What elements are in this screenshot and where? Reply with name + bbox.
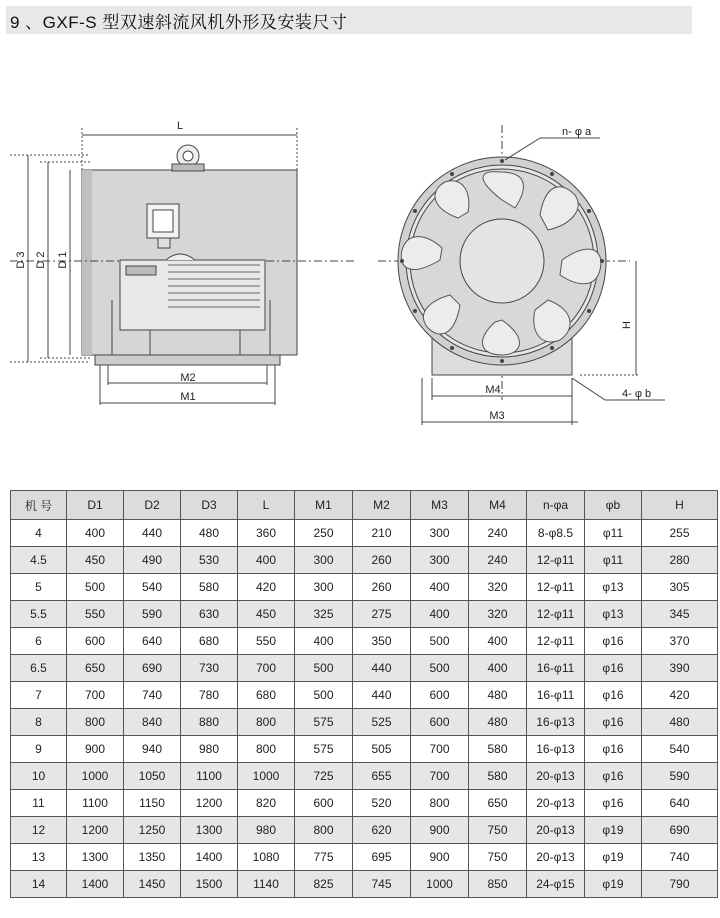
column-header: 机 号 [11, 491, 67, 520]
table-cell: 320 [469, 574, 527, 601]
table-cell: 5.5 [11, 601, 67, 628]
table-cell: 1350 [124, 844, 181, 871]
table-cell: 1450 [124, 871, 181, 898]
table-row [11, 763, 718, 790]
table-cell: 745 [353, 871, 411, 898]
table-cell: 260 [353, 574, 411, 601]
label-L: L [176, 120, 184, 132]
table-cell: 880 [181, 709, 238, 736]
table-cell: 730 [181, 655, 238, 682]
table-row [11, 547, 718, 574]
table-cell: 480 [181, 520, 238, 547]
table-cell: 800 [238, 709, 295, 736]
table-cell: φ11 [585, 547, 642, 574]
table-row [11, 790, 718, 817]
table-cell: 305 [642, 574, 718, 601]
table-row [11, 601, 718, 628]
table-cell: 520 [353, 790, 411, 817]
table-cell: 800 [411, 790, 469, 817]
table-cell: 240 [469, 520, 527, 547]
table-cell: φ16 [585, 628, 642, 655]
table-cell: 280 [642, 547, 718, 574]
table-cell: 440 [124, 520, 181, 547]
table-cell: 13 [11, 844, 67, 871]
table-cell: 820 [238, 790, 295, 817]
table-cell: 400 [469, 655, 527, 682]
table-cell: 1000 [411, 871, 469, 898]
table-cell: φ16 [585, 763, 642, 790]
page-title: 9 、GXF-S 型双速斜流风机外形及安装尺寸 [10, 12, 348, 32]
table-cell: 500 [295, 682, 353, 709]
table-cell: 600 [411, 709, 469, 736]
table-cell: 850 [469, 871, 527, 898]
table-cell: 1100 [181, 763, 238, 790]
table-cell: 725 [295, 763, 353, 790]
table-cell: 600 [67, 628, 124, 655]
table-cell: 650 [469, 790, 527, 817]
table-cell: 275 [353, 601, 411, 628]
table-cell: 14 [11, 871, 67, 898]
table-cell: 900 [411, 817, 469, 844]
table-cell: 4 [11, 520, 67, 547]
table-row [11, 709, 718, 736]
table-header-row [11, 491, 718, 520]
table-cell: 505 [353, 736, 411, 763]
table-row [11, 682, 718, 709]
table-cell: φ16 [585, 709, 642, 736]
table-cell: 8-φ8.5 [527, 520, 585, 547]
table-cell: 5 [11, 574, 67, 601]
table-cell: 575 [295, 736, 353, 763]
table-row [11, 655, 718, 682]
table-cell: 300 [295, 574, 353, 601]
table-cell: 690 [642, 817, 718, 844]
column-header: M1 [295, 491, 353, 520]
table-cell: 20-φ13 [527, 763, 585, 790]
table-cell: 980 [238, 817, 295, 844]
column-header: L [238, 491, 295, 520]
label-D3: D 3 [15, 251, 27, 269]
table-cell: 16-φ13 [527, 709, 585, 736]
dimension-table [10, 490, 718, 898]
table-cell: 1300 [67, 844, 124, 871]
table-cell: 690 [124, 655, 181, 682]
label-D1: D 1 [57, 251, 69, 269]
table-cell: 24-φ15 [527, 871, 585, 898]
table-cell: 1500 [181, 871, 238, 898]
column-header: φb [585, 491, 642, 520]
table-row [11, 817, 718, 844]
table-cell: 440 [353, 655, 411, 682]
table-cell: 260 [353, 547, 411, 574]
table-cell: 525 [353, 709, 411, 736]
table-cell: 1200 [67, 817, 124, 844]
table-cell: 640 [642, 790, 718, 817]
table-row [11, 574, 718, 601]
table-cell: 1400 [181, 844, 238, 871]
table-cell: φ13 [585, 601, 642, 628]
table-cell: 700 [67, 682, 124, 709]
table-cell: 16-φ13 [527, 736, 585, 763]
table-row [11, 628, 718, 655]
table-cell: 440 [353, 682, 411, 709]
table-cell: φ16 [585, 655, 642, 682]
column-header: M3 [411, 491, 469, 520]
table-cell: 480 [469, 709, 527, 736]
table-cell: 1000 [238, 763, 295, 790]
label-M4: M4 [485, 384, 501, 396]
table-cell: 20-φ13 [527, 844, 585, 871]
table-cell: 480 [642, 709, 718, 736]
table-cell: 600 [411, 682, 469, 709]
table-cell: 400 [411, 601, 469, 628]
table-cell: 350 [353, 628, 411, 655]
table-cell: 1000 [67, 763, 124, 790]
table-cell: 480 [469, 682, 527, 709]
table-cell: 800 [238, 736, 295, 763]
table-cell: 300 [295, 547, 353, 574]
label-M2: M2 [180, 372, 196, 384]
table-cell: 500 [411, 628, 469, 655]
label-D2: D 2 [35, 251, 47, 269]
table-cell: 320 [469, 601, 527, 628]
table-cell: 420 [238, 574, 295, 601]
table-cell: 360 [238, 520, 295, 547]
table-cell: 390 [642, 655, 718, 682]
table-cell: 750 [469, 844, 527, 871]
label-4-phi-b: 4- φ b [622, 388, 652, 400]
table-cell: 210 [353, 520, 411, 547]
table-cell: 250 [295, 520, 353, 547]
fan-drawing [0, 100, 720, 480]
table-cell: φ16 [585, 790, 642, 817]
table-cell: 400 [295, 628, 353, 655]
table-cell: 575 [295, 709, 353, 736]
table-cell: 700 [411, 736, 469, 763]
table-cell: 4.5 [11, 547, 67, 574]
table-cell: 345 [642, 601, 718, 628]
table-cell: 630 [181, 601, 238, 628]
table-body [11, 520, 718, 898]
column-header: D3 [181, 491, 238, 520]
table-cell: 900 [67, 736, 124, 763]
table-cell: 800 [67, 709, 124, 736]
column-header: H [642, 491, 718, 520]
table-cell: 825 [295, 871, 353, 898]
table-cell: 540 [124, 574, 181, 601]
table-cell: 655 [353, 763, 411, 790]
table-cell: 450 [238, 601, 295, 628]
table-cell: 400 [238, 547, 295, 574]
table-cell: 780 [181, 682, 238, 709]
table-cell: 500 [295, 655, 353, 682]
table-cell: 7 [11, 682, 67, 709]
table-cell: 500 [67, 574, 124, 601]
table-cell: φ19 [585, 817, 642, 844]
table-cell: 790 [642, 871, 718, 898]
column-header: D2 [124, 491, 181, 520]
table-cell: 740 [642, 844, 718, 871]
table-cell: 775 [295, 844, 353, 871]
table-cell: 580 [469, 763, 527, 790]
table-cell: 400 [67, 520, 124, 547]
table-cell: 550 [238, 628, 295, 655]
table-cell: 10 [11, 763, 67, 790]
table-cell: 800 [295, 817, 353, 844]
table-cell: 490 [124, 547, 181, 574]
table-cell: 12-φ11 [527, 601, 585, 628]
table-cell: 600 [295, 790, 353, 817]
table-cell: 580 [469, 736, 527, 763]
title-bar [6, 6, 692, 34]
table-cell: 680 [238, 682, 295, 709]
table-cell: 590 [642, 763, 718, 790]
table-cell: 740 [124, 682, 181, 709]
table-cell: 255 [642, 520, 718, 547]
table-cell: 240 [469, 547, 527, 574]
table-cell: 500 [411, 655, 469, 682]
table-cell: 840 [124, 709, 181, 736]
table-row [11, 844, 718, 871]
label-n-phi-a: n- φ a [562, 126, 592, 138]
table-cell: 325 [295, 601, 353, 628]
table-cell: 20-φ13 [527, 817, 585, 844]
column-header: M2 [353, 491, 411, 520]
table-cell: 20-φ13 [527, 790, 585, 817]
table-cell: φ19 [585, 871, 642, 898]
table-cell: 8 [11, 709, 67, 736]
front-view [378, 125, 665, 425]
table-cell: 1150 [124, 790, 181, 817]
table-row [11, 520, 718, 547]
column-header: M4 [469, 491, 527, 520]
table-cell: 16-φ11 [527, 682, 585, 709]
label-M3: M3 [489, 410, 505, 422]
table-cell: 420 [642, 682, 718, 709]
table-cell: φ16 [585, 736, 642, 763]
table-cell: 12-φ11 [527, 574, 585, 601]
table-cell: 16-φ11 [527, 655, 585, 682]
table-cell: 1250 [124, 817, 181, 844]
label-M1: M1 [180, 391, 196, 403]
table-cell: 1140 [238, 871, 295, 898]
table-cell: 12 [11, 817, 67, 844]
table-cell: 450 [67, 547, 124, 574]
table-cell: 650 [67, 655, 124, 682]
table-cell: 1100 [67, 790, 124, 817]
table-cell: 700 [238, 655, 295, 682]
table-cell: 12-φ11 [527, 628, 585, 655]
table-cell: 400 [469, 628, 527, 655]
table-cell: 680 [181, 628, 238, 655]
table-cell: 580 [181, 574, 238, 601]
table-cell: 590 [124, 601, 181, 628]
table-cell: 550 [67, 601, 124, 628]
table-row [11, 871, 718, 898]
table-cell: 1050 [124, 763, 181, 790]
table-cell: 900 [411, 844, 469, 871]
table-cell: φ19 [585, 844, 642, 871]
table-cell: 750 [469, 817, 527, 844]
table-cell: 6 [11, 628, 67, 655]
table-cell: 980 [181, 736, 238, 763]
table-cell: 695 [353, 844, 411, 871]
table-cell: φ11 [585, 520, 642, 547]
table-cell: 1080 [238, 844, 295, 871]
table-cell: 530 [181, 547, 238, 574]
column-header: D1 [67, 491, 124, 520]
table-cell: 1300 [181, 817, 238, 844]
table-cell: 400 [411, 574, 469, 601]
table-cell: 11 [11, 790, 67, 817]
table-cell: 700 [411, 763, 469, 790]
table-cell: 370 [642, 628, 718, 655]
table-cell: 300 [411, 547, 469, 574]
table-cell: 640 [124, 628, 181, 655]
table-cell: 1200 [181, 790, 238, 817]
column-header: n-φa [527, 491, 585, 520]
table-cell: 620 [353, 817, 411, 844]
table-cell: φ16 [585, 682, 642, 709]
table-cell: 6.5 [11, 655, 67, 682]
label-H: H [621, 321, 633, 329]
table-cell: 940 [124, 736, 181, 763]
table-cell: 540 [642, 736, 718, 763]
table-cell: 1400 [67, 871, 124, 898]
table-cell: φ13 [585, 574, 642, 601]
table-cell: 12-φ11 [527, 547, 585, 574]
table-cell: 300 [411, 520, 469, 547]
table-cell: 9 [11, 736, 67, 763]
table-row [11, 736, 718, 763]
